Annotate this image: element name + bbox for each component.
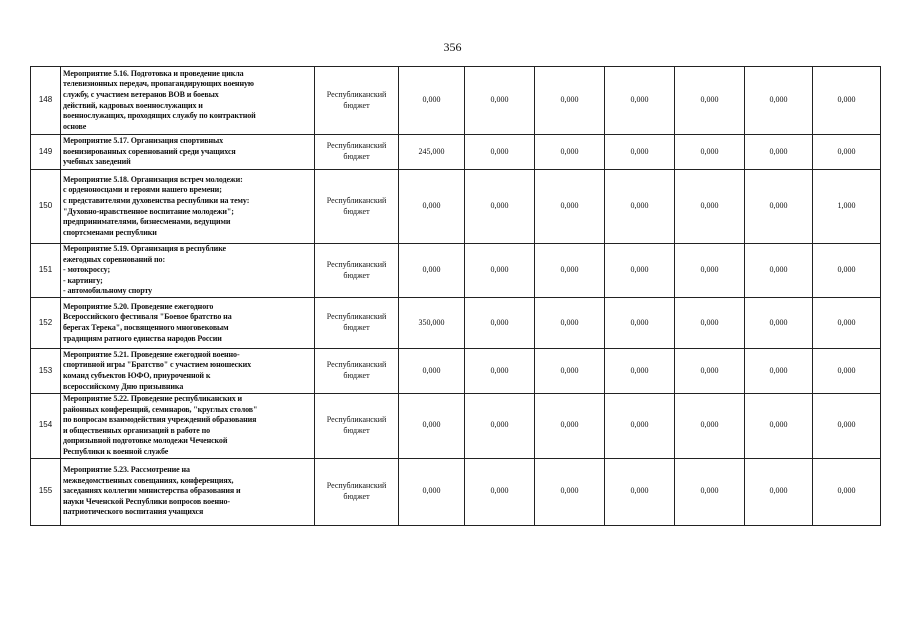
funding-value: 0,000	[605, 298, 675, 349]
row-number: 151	[31, 244, 61, 298]
funding-value: 0,000	[675, 394, 745, 459]
funding-source: Республиканский бюджет	[315, 170, 399, 244]
row-number: 153	[31, 349, 61, 394]
funding-value: 1,000	[813, 170, 881, 244]
funding-value: 0,000	[675, 458, 745, 525]
funding-value: 0,000	[813, 244, 881, 298]
funding-value: 0,000	[605, 67, 675, 135]
funding-value: 0,000	[605, 135, 675, 170]
funding-value: 0,000	[399, 458, 465, 525]
table-row	[31, 244, 881, 298]
funding-value: 0,000	[535, 244, 605, 298]
funding-value: 0,000	[813, 394, 881, 459]
funding-value: 0,000	[745, 135, 813, 170]
funding-value: 0,000	[675, 349, 745, 394]
funding-value: 0,000	[465, 244, 535, 298]
measure-description: Мероприятие 5.23. Рассмотрение на межведомственных совещаниях, конференциях, заседаниях коллегии министерства образования и науки Чеченской Республики вопросов военно- патриотического воспитания учащихся	[61, 458, 315, 525]
table-row	[31, 458, 881, 525]
funding-value: 0,000	[813, 135, 881, 170]
funding-value: 0,000	[465, 67, 535, 135]
table-row	[31, 67, 881, 135]
table-row	[31, 349, 881, 394]
measure-description: Мероприятие 5.20. Проведение ежегодного Всероссийского фестиваля "Боевое братство на берегах Терека", посвященного многовековым традициям ратного единства народов России	[61, 298, 315, 349]
measure-description: Мероприятие 5.18. Организация встреч молодежи: с орденоносцами и героями нашего времени; с представителями духовенства республики на тему: "Духовно-нравственное воспитание молодежи"; предпринимателями, бизнесменами, ведущими спортсменами республики	[61, 170, 315, 244]
row-number: 154	[31, 394, 61, 459]
funding-value: 0,000	[535, 170, 605, 244]
funding-value: 0,000	[535, 458, 605, 525]
funding-value: 0,000	[465, 458, 535, 525]
funding-value: 0,000	[813, 298, 881, 349]
funding-source: Республиканский бюджет	[315, 458, 399, 525]
page-number: 356	[443, 40, 462, 54]
funding-value: 0,000	[813, 349, 881, 394]
table-body	[31, 67, 881, 526]
funding-source: Республиканский бюджет	[315, 298, 399, 349]
funding-value: 0,000	[605, 349, 675, 394]
funding-source: Республиканский бюджет	[315, 394, 399, 459]
funding-value: 0,000	[399, 67, 465, 135]
funding-value: 0,000	[399, 244, 465, 298]
funding-value: 0,000	[535, 298, 605, 349]
funding-value: 0,000	[745, 349, 813, 394]
funding-value: 0,000	[745, 394, 813, 459]
measure-description: Мероприятие 5.17. Организация спортивных военизированных соревнований среди учащихся учебных заведений	[61, 135, 315, 170]
measure-description: Мероприятие 5.22. Проведение республиканских и районных конференций, семинаров, "круглых столов" по вопросам взаимодействия учреждений образования и общественных организаций в работе по допризывной подготовке молодежи Чеченской Республики к военной службе	[61, 394, 315, 459]
funding-value: 350,000	[399, 298, 465, 349]
funding-value: 0,000	[465, 135, 535, 170]
funding-value: 0,000	[535, 67, 605, 135]
funding-value: 0,000	[535, 349, 605, 394]
funding-value: 0,000	[675, 298, 745, 349]
row-number: 148	[31, 67, 61, 135]
funding-value: 0,000	[535, 394, 605, 459]
funding-value: 0,000	[745, 298, 813, 349]
funding-value: 0,000	[675, 67, 745, 135]
funding-value: 0,000	[465, 394, 535, 459]
row-number: 149	[31, 135, 61, 170]
row-number: 155	[31, 458, 61, 525]
table-row	[31, 394, 881, 459]
funding-value: 0,000	[745, 67, 813, 135]
funding-source: Республиканский бюджет	[315, 67, 399, 135]
funding-value: 0,000	[813, 67, 881, 135]
funding-value: 0,000	[745, 458, 813, 525]
funding-value: 0,000	[813, 458, 881, 525]
funding-value: 0,000	[399, 394, 465, 459]
funding-value: 0,000	[675, 244, 745, 298]
row-number: 150	[31, 170, 61, 244]
table-row	[31, 170, 881, 244]
funding-value: 0,000	[745, 170, 813, 244]
funding-source: Республиканский бюджет	[315, 349, 399, 394]
row-number: 152	[31, 298, 61, 349]
funding-value: 0,000	[745, 244, 813, 298]
funding-value: 0,000	[465, 349, 535, 394]
funding-value: 0,000	[399, 349, 465, 394]
funding-value: 0,000	[605, 394, 675, 459]
measure-description: Мероприятие 5.19. Организация в республике ежегодных соревнований по: - мотокроссу; - картингу; - автомобильному спорту	[61, 244, 315, 298]
funding-value: 0,000	[675, 135, 745, 170]
measure-description: Мероприятие 5.16. Подготовка и проведение цикла телевизионных передач, пропагандирующих военную службу, с участием ветеранов ВОВ и боевых действий, кадровых военнослужащих и военнослужащих, проходящих службу по контрактной основе	[61, 67, 315, 135]
table-row	[31, 135, 881, 170]
funding-value: 245,000	[399, 135, 465, 170]
funding-value: 0,000	[465, 170, 535, 244]
funding-value: 0,000	[605, 244, 675, 298]
measure-description: Мероприятие 5.21. Проведение ежегодной военно- спортивной игры "Братство" с участием юношеских команд субъектов ЮФО, приуроченной к всероссийскому Дню призывника	[61, 349, 315, 394]
funding-value: 0,000	[465, 298, 535, 349]
budget-table	[30, 66, 881, 526]
funding-value: 0,000	[605, 170, 675, 244]
funding-source: Республиканский бюджет	[315, 244, 399, 298]
funding-source: Республиканский бюджет	[315, 135, 399, 170]
funding-value: 0,000	[399, 170, 465, 244]
funding-value: 0,000	[605, 458, 675, 525]
funding-value: 0,000	[535, 135, 605, 170]
table-row	[31, 298, 881, 349]
funding-value: 0,000	[675, 170, 745, 244]
